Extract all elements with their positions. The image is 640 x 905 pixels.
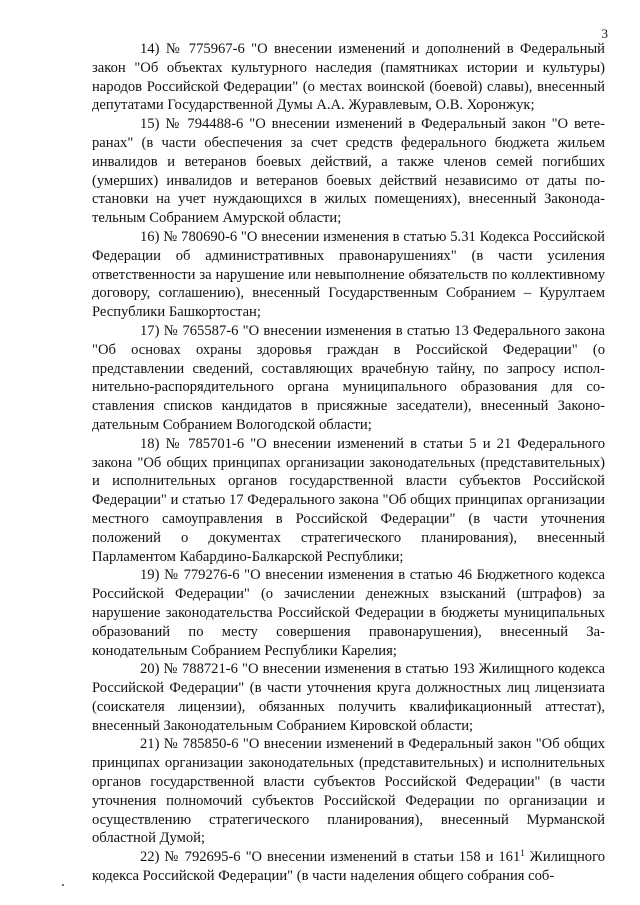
article-superscript: 1 [520,848,525,859]
bill-item-22-text-before: 22) № 792695-6 "О внесении изменений в статьи 158 и 161 [140,849,521,866]
bill-item-14: 14) № 775967-6 "О внесении изменений и дополнений в Федеральный закон "Об объектах культурного наследия (памятниках истории и культуры) народов Российской Федерации" (о местах воинской (боевой) славы), внесенный депутатами Государственной Думы А.А. Журавлевым, О.В. Хоронжук; [92,41,605,114]
bill-item-20: 20) № 788721-6 "О внесении изменения в статью 193 Жилищного кодекса Российской Федерации" (в части уточнения круга должностных лиц лицензиата (соискателя лицензии), обязанных получить квалификационный аттестат), внесенный Законодательным Собранием Кировской области; [92,661,605,734]
bill-item-22-text-after: Жилищного кодекса Российской Федерации" (в части наделения общего собрания соб- [92,849,606,885]
bill-item-16: 16) № 780690-6 "О внесении изменения в статью 5.31 Кодекса Российской Федерации об административных правонарушениях" (в части усиления ответственности за нарушение или невыполнение обязательств по коллективному договору, соглашению), внесенный Государственным Собранием – Курултаем Республики Башкортостан; [92,228,605,321]
bill-item-19: 19) № 779276-6 "О внесении изменения в статью 46 Бюджетного кодекса Российской Федерации" (о зачислении денежных взысканий (штрафов) за нарушение законодательства Российской Федерации в бюджеты муниципальных образований по месту совершения правонарушения), внесенный Законодательным Собранием Республики Карелия; [92,567,605,659]
bill-item-17: 17) № 765587-6 "О внесении изменения в статью 13 Федерального закона "Об основах охраны здоровья граждан в Российской Федерации" (о представлении сведений, составляющих врачебную тайну, по запросу исполнительно-распорядительного органа муниципального образования для составления списков кандидатов в присяжные заседатели), внесенный Законодательным Собранием Вологодской области; [92,322,605,433]
bill-item-21: 21) № 785850-6 "О внесении изменений в Федеральный закон "Об общих принципах организации законодательных (представительных) и исполнительных органов государственной власти субъектов Российской Федерации" (в части уточнения полномочий субъектов Российской Федерации по организации и осуществлению стратегического планирования), внесенный Мурманской областной Думой; [92,736,605,847]
bill-item-18: 18) № 785701-6 "О внесении изменений в статьи 5 и 21 Федерального закона "Об общих принципах организации законодательных (представительных) и исполнительных органов государственной власти субъектов Российской Федерации" и статью 17 Федерального закона "Об общих принципах организации местного самоуправления в Российской Федерации" (в части уточнения положений о документах стратегического планирования), внесенный Парламентом Кабардино-Балкарской Республики; [92,435,605,565]
bill-item-22 [92,848,605,886]
bill-item-15: 15) № 794488-6 "О внесении изменений в Федеральный закон "О ветеранах" (в части обеспечения за счет средств федерального бюджета жильем инвалидов и ветеранов боевых действий, а также членов семей погибших (умерших) инвалидов и ветеранов боевых действий независимо от даты постановки на учет нуждающихся в жилых помещениях), внесенный Законодательным Собранием Амурской области; [92,116,605,227]
bill-list [92,40,605,886]
scan-artifact-dot [62,884,64,886]
page-number: 3 [601,26,608,41]
